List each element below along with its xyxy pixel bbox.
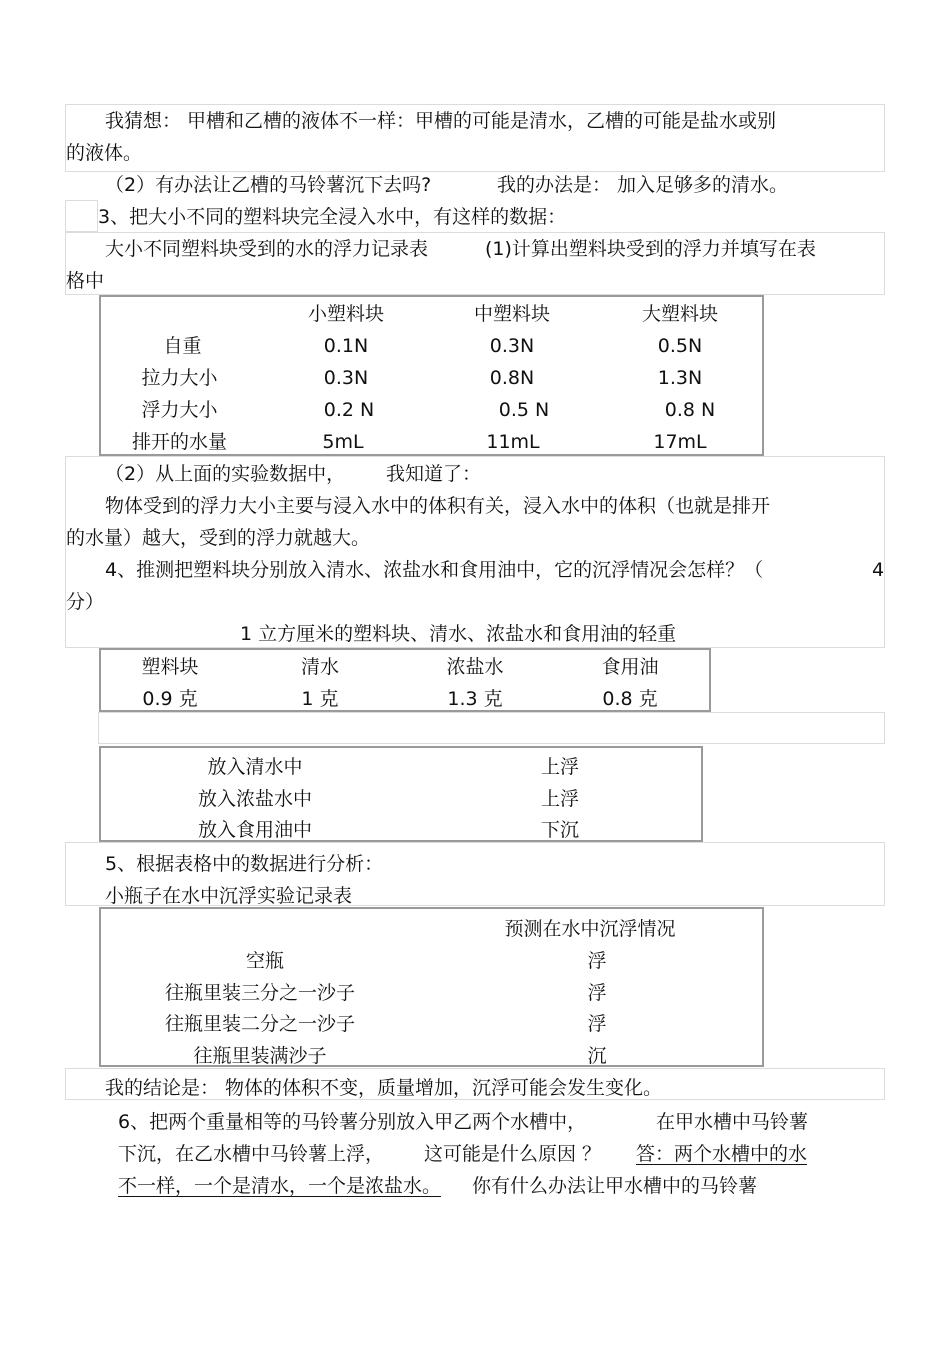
table1-row-label: 排开的水量	[131, 431, 227, 453]
table3-value: 上浮	[540, 788, 579, 810]
table1-cell: 17mL	[653, 431, 707, 453]
table1-row-label: 自重	[163, 335, 202, 357]
table4-row-label: 往瓶里装三分之一沙子	[164, 982, 355, 1004]
table1-cell: 0.3N	[489, 335, 535, 357]
q3b-lead: （2）从上面的实验数据中，	[105, 463, 346, 485]
question-2: （2）有办法让乙槽的马铃薯沉下去吗?	[105, 174, 432, 196]
q3-instruction: (1)计算出塑料块受到的浮力并填写在表	[485, 238, 816, 260]
table2-value: 0.8 克	[602, 688, 658, 710]
q6-line-1b: 在甲水槽中马铃薯	[656, 1111, 809, 1133]
q6-answer-start: 答：两个水槽中的水	[636, 1143, 808, 1165]
table1-cell: 5mL	[322, 431, 364, 453]
table1-cell: 0.5 N	[498, 399, 550, 421]
q5-caption: 小瓶子在水中沉浮实验记录表	[105, 885, 353, 907]
table2-header: 食用油	[601, 656, 659, 678]
q3-caption: 大小不同塑料块受到的水的浮力记录表	[105, 238, 429, 260]
table4-value: 浮	[587, 982, 607, 1004]
table3-row-label: 放入食用油中	[197, 819, 312, 841]
table4-value: 浮	[587, 950, 607, 972]
table2-value: 1.3 克	[447, 688, 503, 710]
table2-value: 1 克	[301, 688, 339, 710]
q3-instruction-cont: 格中	[66, 270, 105, 292]
q6-line-3b: 你有什么办法让甲水槽中的马铃薯	[472, 1175, 758, 1197]
guess-line-1: 我猜想： 甲槽和乙槽的液体不一样：甲槽的可能是清水，乙槽的可能是盐水或别	[105, 110, 777, 132]
table2-header: 浓盐水	[446, 656, 504, 678]
frame-section-2	[65, 200, 98, 232]
conclusion: 我的结论是： 物体的体积不变，质量增加，沉浮可能会发生变化。	[105, 1077, 663, 1099]
table2-header: 清水	[300, 656, 339, 678]
table3-value: 下沉	[540, 819, 579, 841]
answer-2: 我的办法是： 加入足够多的清水。	[497, 174, 789, 196]
table1-cell: 0.2 N	[323, 399, 375, 421]
q6-answer-cont: 不一样，一个是清水，一个是浓盐水。	[118, 1175, 442, 1197]
table1-header: 大塑料块	[641, 303, 718, 325]
q6-line-2b: 这可能是什么原因 ？	[424, 1143, 602, 1165]
table4-value: 沉	[587, 1045, 607, 1067]
table2-header: 塑料块	[141, 656, 199, 678]
table3-value: 上浮	[540, 756, 579, 778]
table4-row-label: 往瓶里装二分之一沙子	[164, 1013, 355, 1035]
guess-line-2: 的液体。	[66, 142, 143, 164]
table1-cell: 0.5N	[657, 335, 703, 357]
table3-row-label: 放入清水中	[207, 756, 303, 778]
q3b-line-2: 的水量）越大，受到的浮力就越大。	[66, 527, 371, 549]
table1-cell: 0.3N	[323, 367, 369, 389]
table1-cell: 0.1N	[323, 335, 369, 357]
q4-line-1: 4、推测把塑料块分别放入清水、浓盐水和食用油中，它的沉浮情况会怎样？（	[105, 559, 764, 581]
table4-row-label: 空瓶	[245, 950, 284, 972]
q6-line-2a: 下沉，在乙水槽中马铃薯上浮，	[118, 1143, 385, 1165]
q3b-lead-2: 我知道了：	[386, 463, 482, 485]
table1-cell: 11mL	[486, 431, 540, 453]
table1-row-label: 浮力大小	[141, 399, 218, 421]
table3-row-label: 放入浓盐水中	[197, 788, 312, 810]
q4-caption: 1 立方厘米的塑料块、清水、浓盐水和食用油的轻重	[240, 623, 677, 645]
frame-section-5	[98, 712, 885, 744]
q5-title: 5、根据表格中的数据进行分析：	[105, 853, 384, 875]
table4-value: 浮	[587, 1013, 607, 1035]
table4-row-label: 往瓶里装满沙子	[193, 1045, 327, 1067]
table1-cell: 0.8 N	[664, 399, 716, 421]
table4-header: 预测在水中沉浮情况	[504, 918, 676, 940]
q4-line-2: 分）	[66, 591, 105, 613]
table1-cell: 0.8N	[489, 367, 535, 389]
q3b-line-1: 物体受到的浮力大小主要与浸入水中的体积有关，浸入水中的体积（也就是排开	[105, 495, 771, 517]
table1-header: 小塑料块	[307, 303, 384, 325]
table1-header: 中塑料块	[473, 303, 550, 325]
q4-score: 4	[872, 559, 885, 581]
table2-value: 0.9 克	[142, 688, 198, 710]
table1-cell: 1.3N	[657, 367, 703, 389]
q3-title: 3、把大小不同的塑料块完全浸入水中，有这样的数据：	[98, 206, 567, 228]
q6-line-1a: 6、把两个重量相等的马铃薯分别放入甲乙两个水槽中，	[118, 1111, 587, 1133]
table1-row-label: 拉力大小	[141, 367, 218, 389]
